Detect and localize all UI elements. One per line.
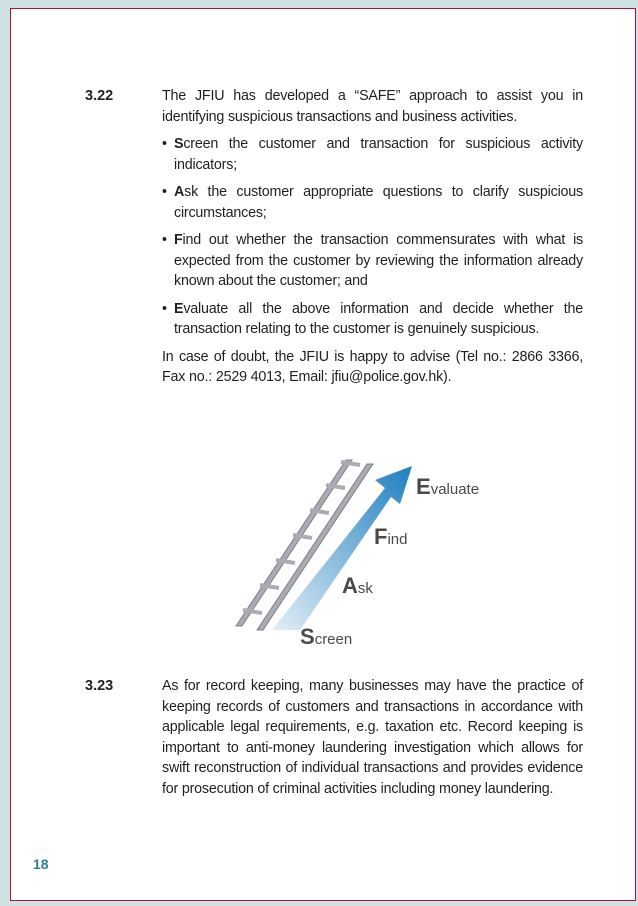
label-screen: Screen <box>300 624 353 649</box>
label-find: Find <box>374 524 408 549</box>
section-3-22-intro: The JFIU has developed a “SAFE” approach to assist you in identifying suspicious transactions and business activities. <box>162 88 583 125</box>
bullet-ask: • Ask the customer appropriate questions to clarify suspicious circumstances; <box>162 184 583 221</box>
label-evaluate: Evaluate <box>416 474 480 499</box>
label-ask: Ask <box>342 573 373 598</box>
section-3-22-body <box>162 86 583 395</box>
section-number-3-23: 3.23 <box>85 678 114 694</box>
bullet-find: • Find out whether the transaction commensurates with what is expected from the customer by reviewing the information already known about the customer; and <box>162 232 583 289</box>
safe-ladder-diagram <box>220 440 520 650</box>
section-3-22-closing: In case of doubt, the JFIU is happy to advise (Tel no.: 2866 3366, Fax no.: 2529 4013, Email: jfiu@police.gov.hk). <box>162 348 583 385</box>
page-number: 18 <box>33 856 49 872</box>
section-number-3-22: 3.22 <box>85 88 114 104</box>
bullet-evaluate: • Evaluate all the above information and decide whether the transaction relating to the customer is genuinely suspicious. <box>162 300 583 337</box>
section-3-23-body <box>162 676 583 806</box>
section-3-23-text: As for record keeping, many businesses may have the practice of keeping records of customers and transactions in accordance with applicable legal requirements, e.g. taxation etc. Record keeping is important to anti-money laundering investigation which allows for swift reconstruction of individual transactions and provides evidence for prosecution of criminal activities including money laundering. <box>162 678 583 797</box>
bullet-screen: • Screen the customer and transaction for suspicious activity indicators; <box>162 136 583 173</box>
